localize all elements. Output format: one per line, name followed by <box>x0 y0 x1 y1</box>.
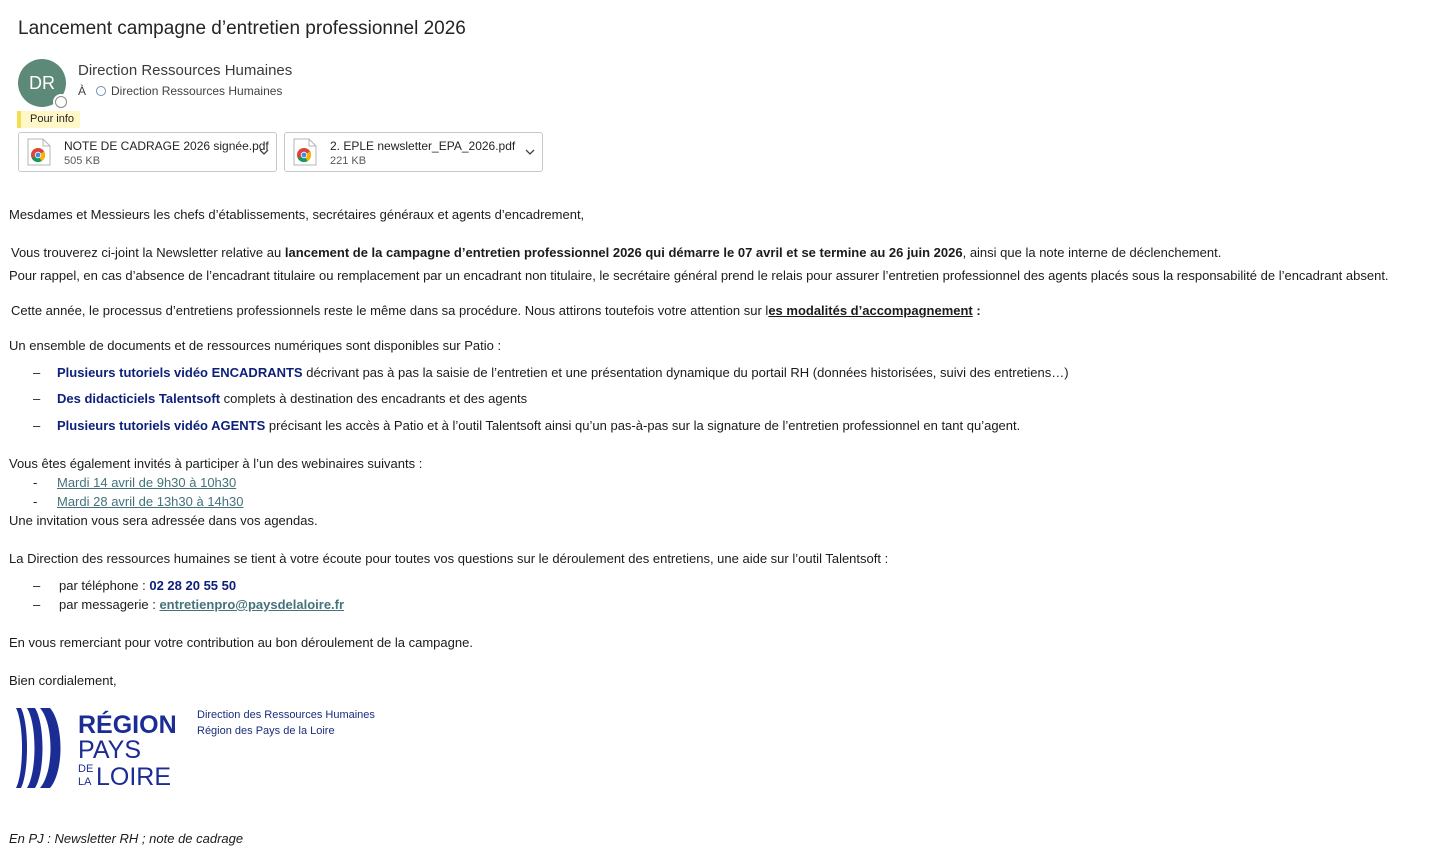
greeting: Mesdames et Messieurs les chefs d’établissements, secrétaires généraux et agents d’encadrement, <box>9 207 585 222</box>
pdf-chrome-icon <box>293 138 317 166</box>
presence-status-icon <box>55 96 67 108</box>
contact-phone <box>59 578 236 593</box>
to-label: À <box>78 84 87 98</box>
category-tag[interactable]: Pour info <box>17 111 80 128</box>
paragraph-invitation: Une invitation vous sera adressée dans vos agendas. <box>9 513 318 528</box>
text: par messagerie : <box>59 597 160 612</box>
attachment-size: 221 KB <box>330 155 367 167</box>
chevron-down-icon[interactable] <box>524 146 536 158</box>
bullet-dash: – <box>33 578 41 593</box>
paragraph-resources: Un ensemble de documents et de ressources numériques sont disponibles sur Patio : <box>9 338 502 353</box>
text: précisant les accès à Patio et à l’outil Talentsoft ainsi qu’un pas-à-pas sur la signature de l’entretien professionnel en tant qu’agent. <box>265 418 1021 433</box>
sender-avatar[interactable] <box>18 59 66 107</box>
recipient-presence-icon <box>96 86 106 96</box>
text: décrivant pas à pas la saisie de l’entretien et une présentation dynamique du portail RH (données historisées, suivi des entretiens…) <box>302 365 1069 380</box>
paragraph-launch <box>11 245 1221 260</box>
paragraph-webinars: Vous êtes également invités à participer à l’un des webinaires suivants : <box>9 456 423 471</box>
bullet-dash: – <box>33 418 41 433</box>
attachment-card[interactable] <box>18 132 277 172</box>
region-pays-de-la-loire-logo <box>12 706 182 790</box>
phone-number[interactable]: 02 28 20 55 50 <box>149 578 237 593</box>
text: Cette année, le processus d’entretiens professionnels reste le même dans sa procédure. Nous attirons toutefois votre attention sur l <box>11 303 769 318</box>
text: complets à destination des encadrants et des agents <box>220 391 528 406</box>
text-bold-blue: Plusieurs tutoriels vidéo AGENTS <box>57 418 266 433</box>
text: Vous trouverez ci-joint la Newsletter relative au <box>11 245 285 260</box>
logo-text: LOIRE <box>96 763 172 790</box>
text-bold: lancement de la campagne d’entretien professionnel 2026 qui démarre le 07 avril et se termine au 26 juin 2026 <box>284 245 963 260</box>
list-item <box>57 365 1069 380</box>
bullet-dash: – <box>33 365 41 380</box>
chevron-down-icon[interactable] <box>258 146 270 158</box>
list-item <box>57 391 527 406</box>
webinar-link[interactable]: Mardi 14 avril de 9h30 à 10h30 <box>57 475 237 490</box>
attachments-note: En PJ : Newsletter RH ; note de cadrage <box>9 831 244 846</box>
signature-line: Direction des Ressources Humaines <box>197 709 375 721</box>
text-bold: : <box>972 303 981 318</box>
text-bold-blue: Des didacticiels Talentsoft <box>57 391 221 406</box>
signature-line: Région des Pays de la Loire <box>197 725 335 737</box>
text-bold-blue: Plusieurs tutoriels vidéo ENCADRANTS <box>57 365 303 380</box>
pdf-chrome-icon <box>27 138 51 166</box>
paragraph-thanks: En vous remerciant pour votre contribution au bon déroulement de la campagne. <box>9 635 473 650</box>
logo-text: PAYS <box>78 736 141 764</box>
text: , ainsi que la note interne de déclenchement. <box>962 245 1222 260</box>
attachment-card[interactable] <box>284 132 543 172</box>
logo-text: LA <box>78 776 92 788</box>
paragraph-reminder: Pour rappel, en cas d’absence de l’encadrant titulaire ou remplacement par un encadrant non titulaire, le secrétaire général prend le relais pour assurer l’entretien professionnel des agents placés sous la responsabilité de l’encadrant absent. <box>9 268 1389 283</box>
bullet-dash: – <box>33 597 41 612</box>
paragraph-contact: La Direction des ressources humaines se tient à votre écoute pour toutes vos questions sur le déroulement des entretiens, une aide sur l’outil Talentsoft : <box>9 551 889 566</box>
text-bold-underline: es modalités d’accompagnement <box>768 303 973 318</box>
closing: Bien cordialement, <box>9 673 117 688</box>
email-subject: Lancement campagne d’entretien professionnel 2026 <box>18 18 466 39</box>
paragraph-process <box>11 303 981 318</box>
bullet-dash: - <box>33 494 38 509</box>
logo-text: DE <box>78 763 94 775</box>
recipients-row <box>78 84 282 98</box>
webinar-link[interactable]: Mardi 28 avril de 13h30 à 14h30 <box>57 494 244 509</box>
contact-mail <box>59 597 344 612</box>
bullet-dash: – <box>33 391 41 406</box>
bullet-dash: - <box>33 475 38 490</box>
recipient-name[interactable]: Direction Ressources Humaines <box>111 84 283 98</box>
list-item <box>57 418 1020 433</box>
email-link[interactable]: entretienpro@paysdelaloire.fr <box>159 597 345 612</box>
sender-name[interactable]: Direction Ressources Humaines <box>78 62 293 79</box>
text: par téléphone : <box>59 578 150 593</box>
attachment-name: 2. EPLE newsletter_EPA_2026.pdf <box>330 139 516 153</box>
logo-text: RÉGION <box>78 711 177 739</box>
attachment-name: NOTE DE CADRAGE 2026 signée.pdf <box>64 139 269 153</box>
attachment-size: 505 KB <box>64 155 101 167</box>
avatar-initials: DR <box>29 72 55 93</box>
